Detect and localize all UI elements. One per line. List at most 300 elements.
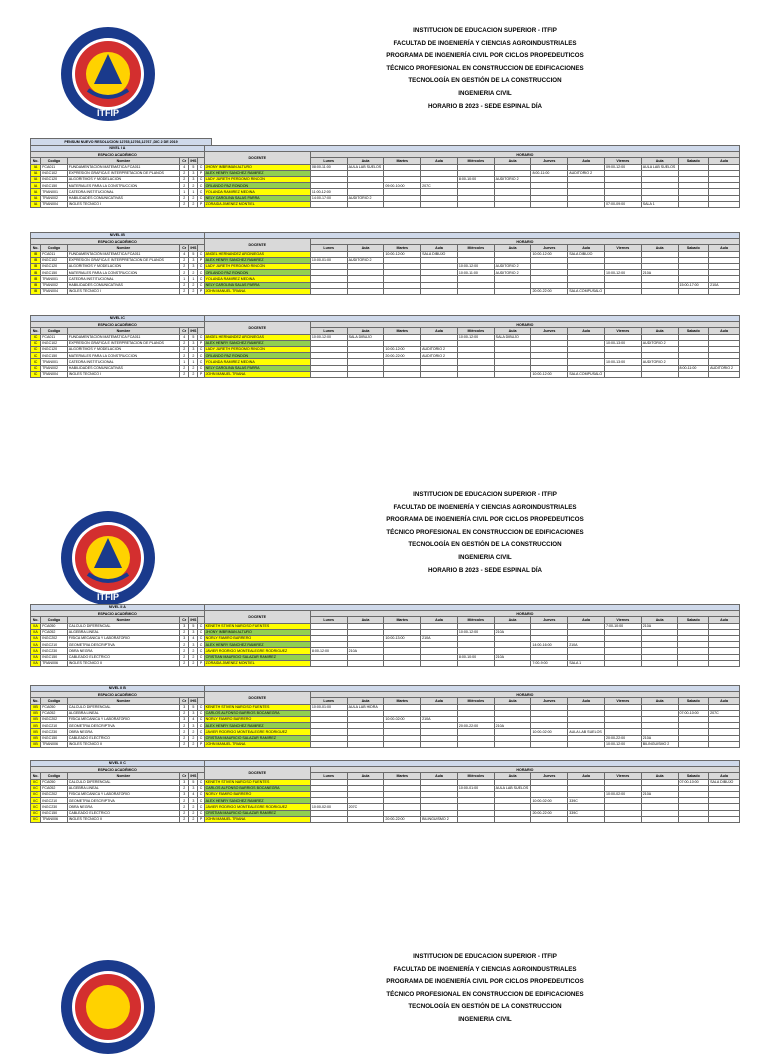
time-cell: 10:00-12:00 [531,251,568,257]
level-cell: IB [31,276,41,282]
header-line: TÉCNICO PROFESIONAL EN CONSTRUCCION DE EDIFICACIONES [386,990,584,998]
time-cell: 20:00-22:00 [531,810,568,816]
level-cell: IIA [31,654,41,660]
day-header: Sabado [678,328,709,334]
course-name-cell: INGLES TECNICO I [67,371,179,377]
column-header-ihs: IHS [190,698,197,703]
code-cell: TRAN002 [41,282,68,288]
level-cell: IIB [31,735,41,741]
course-name-cell: FISICA MECANICA Y LABORATORIO [67,791,179,797]
course-name-cell: HABILIDADES COMUNICATIVAS [67,282,179,288]
teacher-cell: ALEX HENRY SANCHEZ RAMIREZ [204,798,310,804]
column-header-ihs: IHS [190,773,197,778]
day-header: Aula [709,773,740,779]
credits-cell: 4 [180,251,189,257]
room-cell [709,660,740,666]
course-name-cell: HABILIDADES COMUNICATIVAS [67,365,179,371]
code-cell: TRAN006 [41,660,68,666]
code-cell: INGC102 [41,170,68,176]
room-cell: AUDITORIO 2 [494,176,531,182]
room-cell [568,201,605,207]
day-header: Aula [709,245,740,251]
room-cell: 210A [641,623,678,629]
hours-cell: 5 [189,334,198,340]
course-name-cell: CABLEADO ELECTRICO [67,654,179,660]
header-line: HORARIO B 2023 - SEDE ESPINAL DÍA [427,566,543,574]
teacher-cell: NELY CAROLINA SALAS PARRA [204,365,310,371]
time-cell [678,288,709,294]
course-name-cell: INGLES TECNICO I [67,201,179,207]
teacher-cell: KENETH STIVEN NARCISO FUENTES [204,779,310,785]
code-cell: INGC230 [41,648,68,654]
day-header: Sabado [678,158,709,164]
code-cell: FCA052 [41,710,68,716]
room-cell: SALA 1 [568,660,605,666]
type-cell: C [199,624,203,629]
credits-cell: 2 [180,340,189,346]
day-header: Aula [421,245,458,251]
code-cell: INGC202 [41,716,68,722]
schedule-row [31,816,740,822]
time-cell [678,660,709,666]
hours-cell: 2 [189,816,198,822]
code-cell: INGC150 [41,810,68,816]
pensum-label: PENSUM NUEVO RESOLUCION 12765,12766,12767 ,DIC 2 DE 2019 [30,138,212,146]
course-name-cell: MATERIALES PARA LA CONSTRUCCION [67,270,179,276]
credits-cell: 2 [180,201,189,207]
hours-cell: 3 [189,723,198,729]
time-cell: 09:00-10:00 [384,183,421,189]
level-cell: IIC [31,798,41,804]
day-header: Sabado [678,698,709,704]
teacher-cell: JOHN MANUEL TRIANA [204,288,310,294]
type-cell: P [199,341,203,346]
time-cell [384,741,421,747]
type-cell: P [199,742,203,747]
time-cell [531,201,568,207]
room-cell: 210A [494,723,531,729]
level-cell: IC [31,365,41,371]
course-name-cell: EXPRESION GRAFICA E INTERPRETACION DE PLANOS [67,257,179,263]
day-header: Aula [347,245,384,251]
code-cell: TRAN002 [41,195,68,201]
schedule-row [31,288,740,294]
code-cell: TRAN001 [41,359,68,365]
column-header-ihs: IHS [190,245,197,250]
credits-cell: 1 [180,189,189,195]
time-cell [531,741,568,747]
room-cell: SALA DIBUJO [347,334,384,340]
type-cell: C [199,630,203,635]
day-header: Aula [347,617,384,623]
room-cell [709,741,740,747]
credits-cell: 2 [180,270,189,276]
type-cell: C [199,359,203,364]
level-cell: IC [31,334,41,340]
hours-cell: 5 [189,704,198,710]
room-cell [347,660,384,666]
level-cell: IB [31,270,41,276]
day-header: Aula [709,617,740,623]
course-name-cell: GEOMETRIA DESCRIPTIVA [67,798,179,804]
time-cell: 10:00-12:00 [531,371,568,377]
hours-cell: 3 [189,170,198,176]
time-cell: 8:00-10:00 [457,654,494,660]
time-cell [457,201,494,207]
type-cell: C [199,252,203,257]
type-cell: P [199,171,203,176]
credits-cell: 2 [180,353,189,359]
teacher-cell: JOHN MANUEL TRIANA [204,371,310,377]
header-line: PROGRAMA DE INGENIERÍA CIVIL POR CICLOS PROPEDEUTICOS [386,978,584,986]
time-cell [457,288,494,294]
column-header-cr: Cr [180,617,189,623]
room-cell: AUDITORIO 2 [641,340,678,346]
credits-cell: 2 [180,654,189,660]
hours-cell: 1 [189,359,198,365]
time-cell [457,371,494,377]
time-cell [310,201,347,207]
code-cell: INGC210 [41,798,68,804]
type-cell: C [199,642,203,647]
time-cell: 07:00-09:00 [604,201,641,207]
time-cell: 10:00-01:00 [310,257,347,263]
course-name-cell: OBRA NEGRA [67,804,179,810]
credits-cell: 4 [180,164,189,170]
time-cell [604,288,641,294]
hours-cell: 2 [189,195,198,201]
teacher-cell: LADY JURETH PERDOMO RINCON [204,346,310,352]
itfip-logo [58,24,158,124]
day-header: Aula [421,773,458,779]
time-cell: 14:00-16:00 [531,642,568,648]
itfip-logo [58,957,158,1057]
room-cell: 207C [347,804,384,810]
room-cell [421,371,458,377]
room-cell: AUDITORIO 2 [709,365,740,371]
time-cell [457,660,494,666]
hours-cell: 3 [189,257,198,263]
time-cell [457,816,494,822]
time-cell [531,816,568,822]
level-cell: IA [31,189,41,195]
teacher-cell: JOHN MANUEL TRIANA [204,816,310,822]
day-header: Viernes [604,328,641,334]
header-line: FACULTAD DE INGENIERÍA Y CIENCIAS AGROINDUSTRIALES [393,503,577,511]
level-title: NIVEL II A [31,605,205,611]
hours-cell: 2 [189,654,198,660]
time-cell: 10:00-11:00 [457,270,494,276]
day-header: Viernes [604,773,641,779]
time-cell: 08:00-11:00 [310,164,347,170]
course-name-cell: OBRA NEGRA [67,729,179,735]
room-cell: AUDITORIO 2 [641,359,678,365]
horario-header: HORARIO [310,239,739,245]
docente-header: DOCENTE [204,767,310,779]
header-line: TECNOLOGÍA EN GESTIÓN DE LA CONSTRUCCION [408,541,562,549]
day-header: Miércoles [457,328,494,334]
level-cell: IIA [31,642,41,648]
time-cell: 10:00-02:00 [604,791,641,797]
level-cell: IIA [31,648,41,654]
code-cell: TRAN001 [41,189,68,195]
level-title: NIVEL II B [31,686,205,692]
level-cell: IIA [31,660,41,666]
day-header: Aula [494,328,531,334]
day-header: Miércoles [457,245,494,251]
column-header-ihs: IHS [190,328,197,333]
room-cell: SALA COMPUSALO [568,288,605,294]
course-name-cell: INGLES TECNICO II [67,660,179,666]
day-header: Martes [384,245,421,251]
teacher-cell: ALEX HENRY SANCHEZ RAMIREZ [204,723,310,729]
hours-cell: 2 [189,353,198,359]
teacher-cell: CRISTIAN MAURICIO SALAZAR RAMIREZ [204,810,310,816]
column-header-no: No. [31,773,41,779]
day-header: Aula [347,328,384,334]
time-cell: 10:00-12:00 [310,334,347,340]
day-header: Aula [568,617,605,623]
hours-cell: 5 [189,251,198,257]
type-cell: C [199,276,203,281]
column-header-cr: Cr [180,245,189,251]
teacher-cell: JOHN MANUEL TRIANA [204,741,310,747]
schedule-table [30,760,740,823]
time-cell [310,371,347,377]
room-cell: SALA 1 [641,201,678,207]
type-cell: C [199,735,203,740]
time-cell [310,660,347,666]
course-name-cell: GEOMETRIA DESCRIPTIVA [67,642,179,648]
course-name-cell: ALGEBRA LINEAL [67,710,179,716]
code-cell: FCA011 [41,164,68,170]
level-cell: IB [31,288,41,294]
day-header: Jueves [531,773,568,779]
time-cell: 8:00-11:00 [678,365,709,371]
column-header-nombre: Nombre [67,617,179,623]
column-header-cr: Cr [180,328,189,334]
type-cell: C [199,648,203,653]
hours-cell: 1 [189,189,198,195]
code-cell: INGC210 [41,642,68,648]
horario-header: HORARIO [310,322,739,328]
code-cell: INGC120 [41,176,68,182]
level-title: NIVEL I A [31,146,205,152]
teacher-cell: KENETH STIVEN NARCISO FUENTES [204,704,310,710]
institution-header [300,489,670,577]
room-cell [641,288,678,294]
teacher-cell: ALEX HENRY SANCHEZ RAMIREZ [204,257,310,263]
column-header-cr: Cr [180,158,189,164]
teacher-cell: YOLANDA RAMIREZ MEDINA [204,189,310,195]
type-cell: P [199,202,203,207]
column-header-codigo: Codigo [41,158,68,164]
type-cell: C [199,654,203,659]
room-cell [421,660,458,666]
course-name-cell: EXPRESION GRAFICA E INTERPRETACION DE PLANOS [67,170,179,176]
hours-cell: 2 [189,648,198,654]
hours-cell: 2 [189,810,198,816]
level-title: NIVEL II C [31,761,205,767]
room-cell: SALA COMPUSALO [568,371,605,377]
day-header: Aula [421,328,458,334]
level-cell: IIC [31,804,41,810]
level-cell: IA [31,176,41,182]
column-header-codigo: Codigo [41,617,68,623]
institution-header [300,951,670,1027]
hours-cell: 5 [189,164,198,170]
column-header-nombre: Nombre [67,698,179,704]
time-cell [310,741,347,747]
docente-header: DOCENTE [204,692,310,704]
column-header-nombre: Nombre [67,328,179,334]
teacher-cell: LADY JURETH PERDOMO RINCON [204,176,310,182]
code-cell: FCA011 [41,334,68,340]
room-cell [568,741,605,747]
time-cell: 10:00-12:00 [457,334,494,340]
time-cell: 10:00-12:00 [457,629,494,635]
day-header: Aula [568,158,605,164]
code-cell: INGC230 [41,729,68,735]
type-cell: C [199,270,203,275]
room-cell [421,741,458,747]
room-cell [494,816,531,822]
time-cell: 20:00-22:00 [457,723,494,729]
level-cell: IIB [31,741,41,747]
type-cell: C [199,189,203,194]
time-cell: 10:00-12:00 [384,346,421,352]
level-cell: IIA [31,629,41,635]
hours-cell: 3 [189,346,198,352]
header-line: TECNOLOGÍA EN GESTIÓN DE LA CONSTRUCCION [408,77,562,85]
time-cell [604,816,641,822]
schedule-row [31,201,740,207]
hours-cell: 2 [189,741,198,747]
room-cell: 210A [641,735,678,741]
time-cell [678,371,709,377]
room-cell: 210A [568,642,605,648]
room-cell: SALA DIBUJO [709,779,740,785]
code-cell: INGC150 [41,353,68,359]
espacio-header: ESPACIO ACADÉMICO [31,239,205,245]
column-header-nombre: Nombre [67,773,179,779]
header-line: INGENIERIA CIVIL [458,89,512,97]
header-line: TÉCNICO PROFESIONAL EN CONSTRUCCION DE EDIFICACIONES [386,528,584,536]
teacher-cell: CRISTIAN MAURICIO SALAZAR RAMIREZ [204,735,310,741]
credits-cell: 2 [180,729,189,735]
day-header: Aula [494,245,531,251]
column-header-codigo: Codigo [41,698,68,704]
course-name-cell: ALGORITMOS Y MODELACION [67,346,179,352]
teacher-cell: CARLOS ALFONSO BARRIOS BOCANEGRA [204,710,310,716]
espacio-header: ESPACIO ACADÉMICO [31,152,205,158]
code-cell: INGC102 [41,340,68,346]
itfip-logo [58,508,158,608]
teacher-cell: ALEX HENRY SANCHEZ RAMIREZ [204,340,310,346]
credits-cell: 2 [180,629,189,635]
level-cell: IIC [31,791,41,797]
time-cell: 10:00-13:00 [384,635,421,641]
time-cell: 10:00-01:00 [457,785,494,791]
code-cell: FCA050 [41,623,68,629]
day-header: Miércoles [457,617,494,623]
course-name-cell: CATEDRA INSTITUCIONAL [67,359,179,365]
level-cell: IIC [31,816,41,822]
hours-cell: 2 [189,735,198,741]
teacher-cell: ZORAIDA JIMENEZ MONTIEL [204,660,310,666]
time-cell [310,816,347,822]
teacher-cell: CRISTIAN MAURICIO SALAZAR RAMIREZ [204,654,310,660]
espacio-header: ESPACIO ACADÉMICO [31,692,205,698]
credits-cell: 2 [180,741,189,747]
hours-cell: 2 [189,270,198,276]
day-header: Lunes [310,328,347,334]
course-name-cell: CALCULO DIFERENCIAL [67,623,179,629]
course-name-cell: CABLEADO ELECTRICO [67,810,179,816]
credits-cell: 2 [180,648,189,654]
type-cell: C [199,347,203,352]
schedule-table [30,685,740,748]
teacher-cell: KENETH STIVEN NARCISO FUENTES [204,623,310,629]
hours-cell: 2 [189,660,198,666]
type-cell: P [199,817,203,822]
time-cell: 14:00-17:00 [310,195,347,201]
room-cell [421,201,458,207]
day-header: Sabado [678,245,709,251]
hours-cell: 1 [189,276,198,282]
course-name-cell: ALGEBRA LINEAL [67,785,179,791]
day-header: Aula [494,773,531,779]
hours-cell: 2 [189,288,198,294]
type-cell: P [199,661,203,666]
time-cell: 20:00-22:00 [604,735,641,741]
day-header: Viernes [604,245,641,251]
course-name-cell: CALCULO DIFERENCIAL [67,779,179,785]
day-header: Aula [494,158,531,164]
time-cell: 10:00-13:00 [604,359,641,365]
room-cell: AULA LAB SUELOS [568,729,605,735]
room-cell: 210A [347,648,384,654]
hours-cell: 3 [189,176,198,182]
time-cell: 8:00-10:00 [457,176,494,182]
day-header: Viernes [604,158,641,164]
day-header: Miércoles [457,773,494,779]
level-cell: IA [31,164,41,170]
day-header: Jueves [531,617,568,623]
time-cell [678,741,709,747]
type-cell: C [199,335,203,340]
day-header: Aula [641,245,678,251]
code-cell: FCA052 [41,785,68,791]
room-cell: 210A [641,791,678,797]
column-header-codigo: Codigo [41,328,68,334]
day-header: Aula [347,698,384,704]
code-cell: TRAN002 [41,365,68,371]
course-name-cell: ALGEBRA LINEAL [67,629,179,635]
day-header: Lunes [310,245,347,251]
day-header: Sabado [678,773,709,779]
credits-cell: 2 [180,371,189,377]
teacher-cell: ZORAIDA JIMENEZ MONTIEL [204,201,310,207]
day-header: Aula [641,698,678,704]
teacher-cell: ALEX HENRY SANCHEZ RAMIREZ [204,642,310,648]
time-cell: 10:00-02:00 [310,804,347,810]
level-cell: IIB [31,716,41,722]
teacher-cell: NELY CAROLINA SALAS PARRA [204,282,310,288]
level-cell: IC [31,353,41,359]
time-cell: 11:00-12:00 [310,189,347,195]
teacher-cell: NORLY FAMIRO BARRERO [204,791,310,797]
